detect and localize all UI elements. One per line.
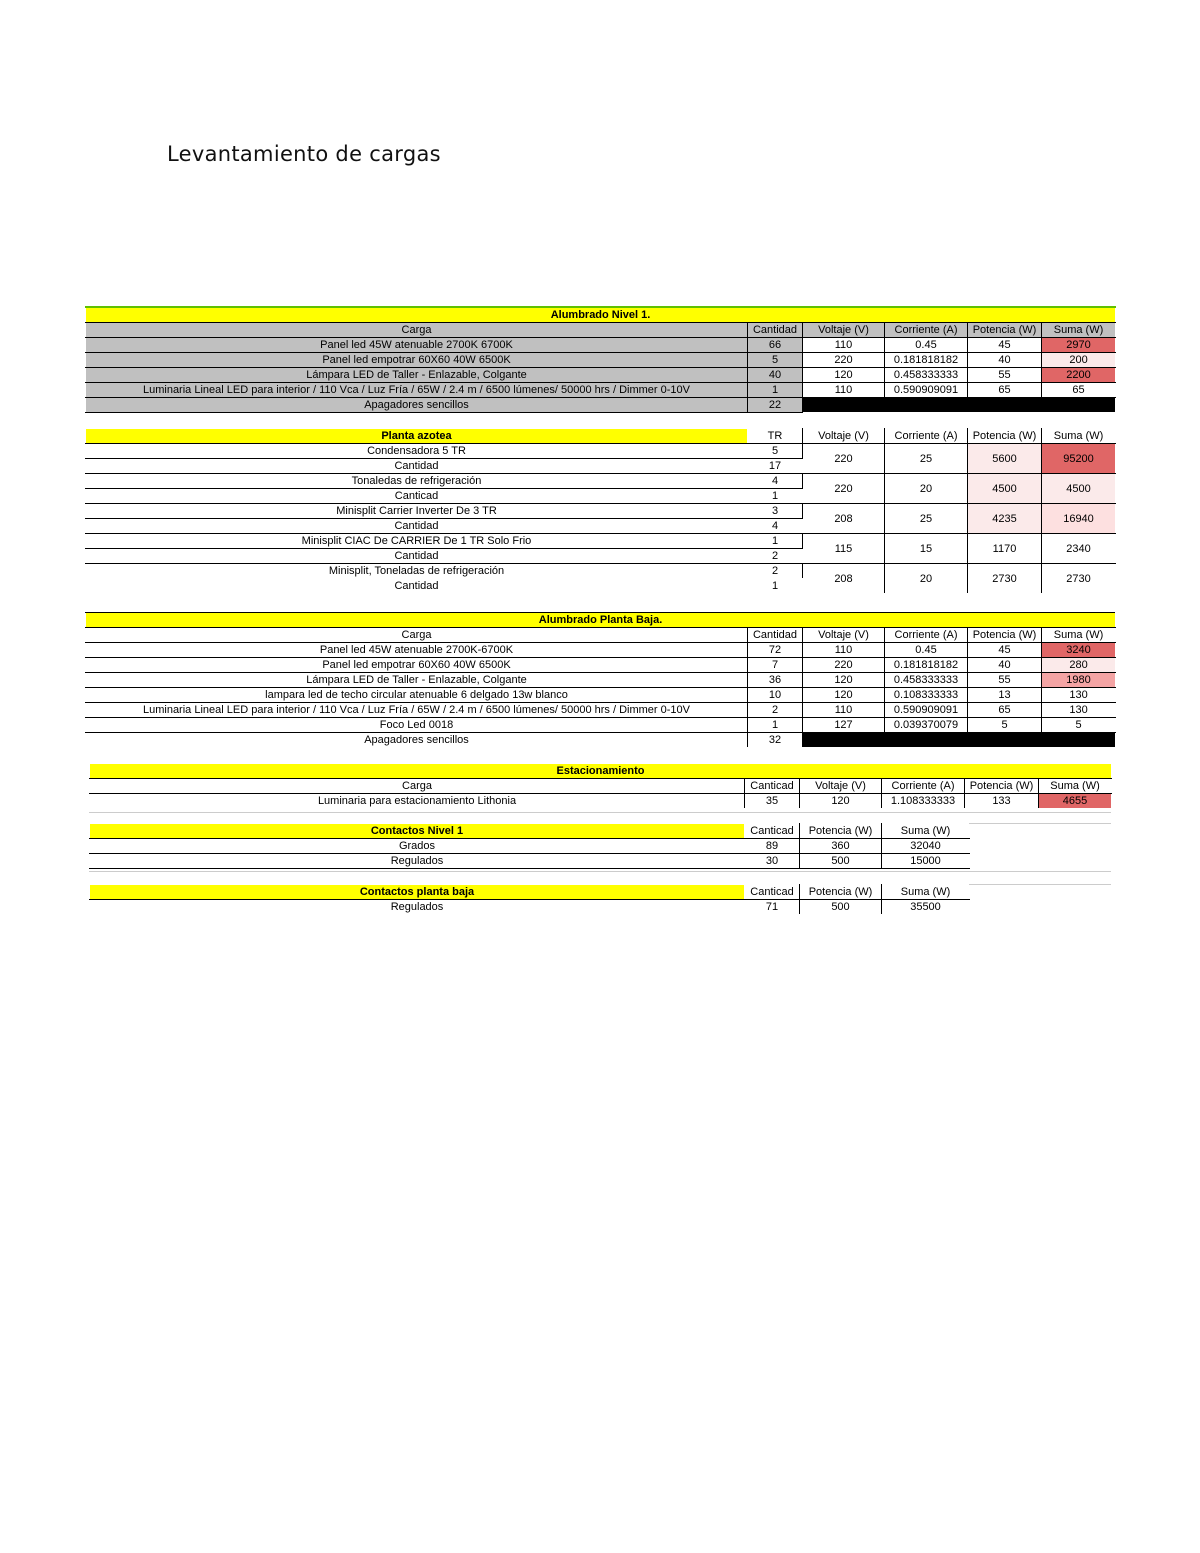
header-potencia: Potencia (W) [968,429,1042,444]
cell-suma: 32040 [882,839,970,854]
cell-cantidad: 36 [748,673,803,688]
cell-qty: 1 [748,489,803,504]
cell-cantidad: 72 [748,643,803,658]
table-row [86,534,1116,549]
cell-corriente: 25 [885,504,968,534]
header-potencia: Potencia (W) [968,323,1042,338]
cell-voltaje: 110 [803,703,885,718]
cell-suma: 200 [1042,353,1116,368]
cell-potencia: 55 [968,673,1042,688]
header-corriente: Corriente (A) [882,779,965,794]
table-row [86,673,1116,688]
table-row [86,383,1116,398]
header-voltaje: Voltaje (V) [803,323,885,338]
table-contactos-planta-baja [89,884,970,915]
cell-potencia: 13 [968,688,1042,703]
cell-corriente: 0.108333333 [885,688,968,703]
cell-suma: 2340 [1042,534,1116,564]
table-row [86,353,1116,368]
table-estacionamiento [89,763,1112,809]
table-row [86,504,1116,519]
cell-potencia: 500 [800,900,882,915]
cell-suma: 95200 [1042,444,1116,474]
cell-cantidad: 89 [745,839,800,854]
table-row [86,474,1116,489]
header-carga: Carga [86,628,748,643]
table-row [86,338,1116,353]
header-voltaje: Voltaje (V) [800,779,882,794]
cell-tr: 1 [748,534,803,549]
cell-potencia: 65 [968,703,1042,718]
header-carga: Carga [90,779,745,794]
cell-potencia: 4235 [968,504,1042,534]
cell-potencia: 55 [968,368,1042,383]
cell-potencia: 5 [968,718,1042,733]
cell-item: Minisplit, Toneladas de refrigeración [86,564,748,579]
cell-suma: 15000 [882,854,970,869]
cell-corriente: 0.181818182 [885,353,968,368]
blacked-out-cell [803,733,1116,748]
cell-voltaje: 115 [803,534,885,564]
header-corriente: Corriente (A) [885,323,968,338]
cell-tr: 3 [748,504,803,519]
cell-carga: Panel led 45W atenuable 2700K-6700K [86,643,748,658]
cell-tipo: Regulados [90,900,745,915]
cell-cantidad: 7 [748,658,803,673]
cell-suma: 3240 [1042,643,1116,658]
cell-carga: Panel led empotrar 60X60 40W 6500K [86,658,748,673]
cell-potencia: 40 [968,353,1042,368]
cell-voltaje: 220 [803,474,885,504]
header-cantidad: Cantidad [748,323,803,338]
header-cantidad: Canticad [745,779,800,794]
section-title: Contactos Nivel 1 [90,824,745,839]
cell-potencia: 5600 [968,444,1042,474]
cell-cantidad: 2 [748,703,803,718]
cell-potencia: 65 [968,383,1042,398]
cell-item: Condensadora 5 TR [86,444,748,459]
cell-tipo: Grados [90,839,745,854]
section-title: Planta azotea [86,429,748,444]
header-suma: Suma (W) [1042,429,1116,444]
section-title: Estacionamiento [90,764,1112,779]
cell-suma: 35500 [882,900,970,915]
cell-cantidad: 10 [748,688,803,703]
cell-suma: 16940 [1042,504,1116,534]
divider [89,812,1111,813]
cell-qty-label: Cantidad [86,459,748,474]
cell-qty: 1 [748,579,803,594]
cell-qty: 4 [748,519,803,534]
cell-carga: Luminaria para estacionamiento Lithonia [90,794,745,809]
table-row [90,794,1112,809]
cell-potencia: 500 [800,854,882,869]
cell-corriente: 0.458333333 [885,673,968,688]
cell-suma: 65 [1042,383,1116,398]
table-row [86,718,1116,733]
cell-item: Minisplit Carrier Inverter De 3 TR [86,504,748,519]
cell-qty-label: Cantidad [86,549,748,564]
cell-corriente: 0.45 [885,643,968,658]
cell-qty: 2 [748,549,803,564]
cell-tipo: Regulados [90,854,745,869]
cell-tr: 2 [748,564,803,579]
cell-suma: 130 [1042,703,1116,718]
cell-suma: 2730 [1042,564,1116,594]
header-potencia: Potencia (W) [965,779,1039,794]
cell-carga: Panel led empotrar 60X60 40W 6500K [86,353,748,368]
cell-corriente: 20 [885,564,968,594]
table-row [86,368,1116,383]
cell-potencia: 360 [800,839,882,854]
cell-voltaje: 208 [803,504,885,534]
section-title: Contactos planta baja [90,885,745,900]
table-row [90,900,970,915]
cell-corriente: 0.590909091 [885,703,968,718]
table-alumbrado-planta-baja [85,612,1116,748]
cell-tr: 4 [748,474,803,489]
cell-suma: 130 [1042,688,1116,703]
header-potencia: Potencia (W) [800,885,882,900]
cell-item: Minisplit CIAC De CARRIER De 1 TR Solo Frio [86,534,748,549]
cell-suma: 5 [1042,718,1116,733]
section-title: Alumbrado Nivel 1. [86,307,1116,323]
cell-voltaje: 120 [803,368,885,383]
cell-qty-label: Canticad [86,489,748,504]
cell-potencia: 4500 [968,474,1042,504]
cell-cantidad: 66 [748,338,803,353]
divider [89,871,1111,872]
header-voltaje: Voltaje (V) [803,429,885,444]
divider [969,823,1111,824]
table-row [86,643,1116,658]
cell-potencia: 1170 [968,534,1042,564]
cell-voltaje: 208 [803,564,885,594]
cell-corriente: 15 [885,534,968,564]
cell-suma: 4500 [1042,474,1116,504]
table-alumbrado-nivel-1 [85,306,1116,413]
header-tr: TR [748,429,803,444]
cell-corriente: 1.108333333 [882,794,965,809]
cell-suma: 280 [1042,658,1116,673]
cell-apagadores-qty: 22 [748,398,803,413]
cell-voltaje: 120 [803,673,885,688]
table-row [86,398,1116,413]
cell-cantidad: 40 [748,368,803,383]
header-potencia: Potencia (W) [800,824,882,839]
header-suma: Suma (W) [1039,779,1112,794]
cell-voltaje: 110 [803,643,885,658]
header-suma: Suma (W) [882,885,970,900]
cell-voltaje: 220 [803,658,885,673]
header-cantidad: Cantidad [748,628,803,643]
header-cantidad: Canticad [745,885,800,900]
cell-voltaje: 110 [803,338,885,353]
cell-potencia: 40 [968,658,1042,673]
cell-voltaje: 120 [800,794,882,809]
cell-carga: Luminaria Lineal LED para interior / 110 Vca / Luz Fría / 65W / 2.4 m / 6500 lúmenes/ 50000 hrs / Dimmer 0-10V [86,703,748,718]
cell-apagadores-qty: 32 [748,733,803,748]
table-row [86,703,1116,718]
cell-carga: lampara led de techo circular atenuable 6 delgado 13w blanco [86,688,748,703]
table-row [86,444,1116,459]
header-suma: Suma (W) [882,824,970,839]
header-potencia: Potencia (W) [968,628,1042,643]
cell-corriente: 25 [885,444,968,474]
table-row [90,854,970,869]
header-corriente: Corriente (A) [885,429,968,444]
cell-potencia: 45 [968,643,1042,658]
cell-qty: 17 [748,459,803,474]
cell-cantidad: 35 [745,794,800,809]
table-row [86,658,1116,673]
table-row [86,688,1116,703]
table-row [90,839,970,854]
cell-cantidad: 71 [745,900,800,915]
cell-suma: 4655 [1039,794,1112,809]
table-row [86,733,1116,748]
cell-voltaje: 127 [803,718,885,733]
header-voltaje: Voltaje (V) [803,628,885,643]
cell-corriente: 0.039370079 [885,718,968,733]
page-title: Levantamiento de cargas [167,142,441,166]
header-suma: Suma (W) [1042,628,1116,643]
cell-apagadores-label: Apagadores sencillos [86,398,748,413]
cell-potencia: 2730 [968,564,1042,594]
cell-qty-label: Cantidad [86,519,748,534]
cell-corriente: 0.590909091 [885,383,968,398]
cell-item: Tonaledas de refrigeración [86,474,748,489]
header-carga: Carga [86,323,748,338]
cell-potencia: 133 [965,794,1039,809]
cell-corriente: 0.45 [885,338,968,353]
cell-corriente: 0.458333333 [885,368,968,383]
divider [969,884,1111,885]
cell-cantidad: 1 [748,718,803,733]
table-contactos-nivel-1 [89,823,970,869]
header-cantidad: Canticad [745,824,800,839]
cell-cantidad: 5 [748,353,803,368]
cell-suma: 2200 [1042,368,1116,383]
cell-corriente: 20 [885,474,968,504]
cell-potencia: 45 [968,338,1042,353]
cell-suma: 1980 [1042,673,1116,688]
cell-voltaje: 220 [803,353,885,368]
cell-voltaje: 110 [803,383,885,398]
section-title: Alumbrado Planta Baja. [86,613,1116,628]
header-suma: Suma (W) [1042,323,1116,338]
cell-tr: 5 [748,444,803,459]
cell-carga: Panel led 45W atenuable 2700K 6700K [86,338,748,353]
cell-carga: Lámpara LED de Taller - Enlazable, Colgante [86,368,748,383]
cell-apagadores-label: Apagadores sencillos [86,733,748,748]
cell-cantidad: 1 [748,383,803,398]
cell-qty-label: Cantidad [86,579,748,594]
blacked-out-cell [803,398,1116,413]
table-planta-azotea [85,428,1116,594]
table-row [86,564,1116,579]
cell-cantidad: 30 [745,854,800,869]
cell-voltaje: 120 [803,688,885,703]
cell-carga: Luminaria Lineal LED para interior / 110 Vca / Luz Fría / 65W / 2.4 m / 6500 lúmenes/ 50000 hrs / Dimmer 0-10V [86,383,748,398]
cell-carga: Lámpara LED de Taller - Enlazable, Colgante [86,673,748,688]
header-corriente: Corriente (A) [885,628,968,643]
cell-corriente: 0.181818182 [885,658,968,673]
cell-voltaje: 220 [803,444,885,474]
cell-carga: Foco Led 0018 [86,718,748,733]
cell-suma: 2970 [1042,338,1116,353]
